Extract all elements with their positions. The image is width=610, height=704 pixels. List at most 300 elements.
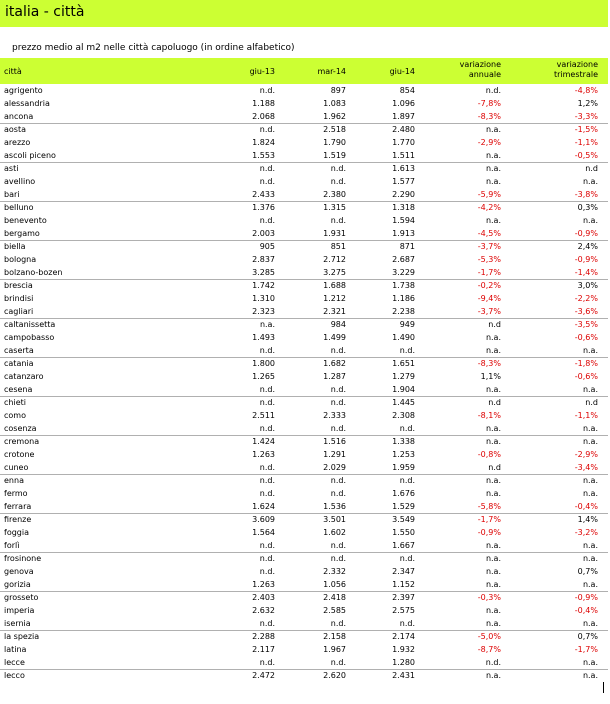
cell-giu-13: n.d. [259,489,275,498]
cell-variazione-annuale: -5,3% [477,255,501,264]
table-row [0,318,608,331]
cell-giu-14: 1.280 [392,658,415,667]
cell-variazione-trimestrale: -0,4% [574,606,598,615]
cell-giu-14: 1.913 [392,229,415,238]
cell-mar-14: 2.418 [323,593,346,602]
table-row [0,123,608,136]
cell-giu-13: 1.800 [252,359,275,368]
cell-variazione-trimestrale: -2,9% [574,450,598,459]
cell-mar-14: 2.518 [323,125,346,134]
cell-variazione-annuale: -3,7% [477,242,501,251]
cell-giu-13: n.d. [259,567,275,576]
table-row [0,630,608,643]
table-row [0,383,608,396]
cell-city: como [4,411,26,420]
cell-variazione-trimestrale: -2,2% [574,294,598,303]
cell-variazione-annuale: -2,9% [477,138,501,147]
cell-giu-14: 1.594 [392,216,415,225]
cell-city: bolzano-bozen [4,268,63,277]
cell-variazione-annuale: n.a. [485,333,501,342]
cell-city: lecco [4,671,25,680]
cell-city: brescia [4,281,33,290]
table-row [0,253,608,266]
cell-giu-14: 1.770 [392,138,415,147]
cell-variazione-trimestrale: -0,6% [574,333,598,342]
table-row [0,669,608,682]
cell-mar-14: n.d. [330,346,346,355]
header-mar-14: mar-14 [317,67,346,76]
cell-variazione-annuale: -0,3% [477,593,501,602]
cell-city: caserta [4,346,34,355]
table-row [0,344,608,357]
cell-variazione-trimestrale: 0,7% [577,567,598,576]
cell-variazione-trimestrale: -1,4% [574,268,598,277]
table-row [0,526,608,539]
cell-giu-14: 1.152 [392,580,415,589]
cell-giu-13: n.d. [259,398,275,407]
cell-city: bari [4,190,20,199]
cell-giu-13: 2.403 [252,593,275,602]
cell-city: ferrara [4,502,32,511]
cell-giu-13: 1.376 [252,203,275,212]
cell-giu-14: n.d. [399,619,415,628]
table-row [0,474,608,487]
table-row [0,409,608,422]
cell-city: belluno [4,203,34,212]
cell-mar-14: 1.931 [323,229,346,238]
cell-city: alessandria [4,99,50,108]
cell-giu-14: 1.932 [392,645,415,654]
table-row [0,357,608,370]
cell-giu-14: 1.096 [392,99,415,108]
cell-mar-14: n.d. [330,554,346,563]
cell-giu-14: 3.549 [392,515,415,524]
table-row [0,110,608,123]
cell-variazione-annuale: n.a. [485,541,501,550]
page-title: italia - città [5,4,85,20]
cell-city: bologna [4,255,37,264]
cell-giu-14: n.d. [399,554,415,563]
cell-mar-14: 1.212 [323,294,346,303]
cell-giu-13: 2.472 [252,671,275,680]
table-row [0,331,608,344]
cell-mar-14: 1.499 [323,333,346,342]
cell-variazione-annuale: n.a. [485,476,501,485]
cell-variazione-annuale: n.d. [485,86,501,95]
cell-giu-14: 949 [399,320,415,329]
cell-giu-13: 1.493 [252,333,275,342]
cell-variazione-annuale: n.a. [485,619,501,628]
cell-variazione-trimestrale: 1,2% [577,99,598,108]
cell-giu-13: 1.188 [252,99,275,108]
cell-city: cremona [4,437,40,446]
cell-giu-13: 1.263 [252,580,275,589]
cell-giu-13: 1.310 [252,294,275,303]
cell-city: cesena [4,385,33,394]
cell-giu-14: 1.651 [392,359,415,368]
cell-giu-13: 2.323 [252,307,275,316]
table-row [0,201,608,214]
cell-variazione-trimestrale: 1,4% [577,515,598,524]
cell-mar-14: 1.315 [323,203,346,212]
cell-giu-14: n.d. [399,476,415,485]
cell-giu-13: n.d. [259,86,275,95]
cell-city: aosta [4,125,27,134]
table-row [0,266,608,279]
cell-giu-14: 1.186 [392,294,415,303]
cell-city: la spezia [4,632,40,641]
cell-variazione-trimestrale: -1,8% [574,359,598,368]
table-row [0,305,608,318]
table-row [0,448,608,461]
cell-giu-14: 3.229 [392,268,415,277]
cell-giu-14: 1.904 [392,385,415,394]
cell-city: gorizia [4,580,31,589]
cell-variazione-trimestrale: -3,8% [574,190,598,199]
cell-giu-13: n.d. [259,541,275,550]
cell-variazione-annuale: -5,9% [477,190,501,199]
cell-variazione-annuale: n.d [488,320,501,329]
cell-city: bergamo [4,229,40,238]
cell-mar-14: 2.585 [323,606,346,615]
cell-mar-14: 2.332 [323,567,346,576]
cell-city: genova [4,567,34,576]
cell-giu-14: 2.347 [392,567,415,576]
table-row [0,84,608,97]
cell-variazione-trimestrale: n.a. [582,476,598,485]
cell-variazione-annuale: -1,7% [477,515,501,524]
cell-variazione-annuale: -0,9% [477,528,501,537]
cell-giu-14: 1.511 [392,151,415,160]
cell-variazione-annuale: -3,7% [477,307,501,316]
cell-city: agrigento [4,86,43,95]
cell-mar-14: 1.083 [323,99,346,108]
cell-mar-14: 1.519 [323,151,346,160]
cell-variazione-annuale: 1,1% [480,372,501,381]
cell-variazione-annuale: n.a. [485,177,501,186]
cell-giu-13: 2.068 [252,112,275,121]
cell-giu-14: 854 [399,86,415,95]
cell-city: benevento [4,216,47,225]
cell-giu-13: 2.632 [252,606,275,615]
cell-city: isernia [4,619,31,628]
table-row [0,175,608,188]
cell-variazione-trimestrale: n.a. [582,671,598,680]
table-row [0,591,608,604]
cell-variazione-trimestrale: n.a. [582,437,598,446]
cell-variazione-trimestrale: -0,9% [574,229,598,238]
cell-variazione-annuale: n.d. [485,658,501,667]
header-variazione-annuale [460,60,501,80]
cell-giu-14: 2.290 [392,190,415,199]
cell-variazione-trimestrale: 2,4% [577,242,598,251]
cell-city: imperia [4,606,35,615]
cell-giu-14: 1.338 [392,437,415,446]
cell-variazione-annuale: n.d [488,463,501,472]
cell-mar-14: 851 [330,242,346,251]
table-row [0,136,608,149]
cell-city: cagliari [4,307,34,316]
cell-giu-13: 1.564 [252,528,275,537]
table-row [0,604,608,617]
cell-giu-13: n.d. [259,216,275,225]
cell-giu-14: 1.529 [392,502,415,511]
cell-giu-14: 1.613 [392,164,415,173]
cell-mar-14: 1.682 [323,359,346,368]
cell-city: cuneo [4,463,29,472]
cell-city: grosseto [4,593,39,602]
cell-variazione-annuale: n.a. [485,164,501,173]
cell-variazione-annuale: n.a. [485,385,501,394]
cell-variazione-annuale: n.a. [485,346,501,355]
cell-giu-14: 1.253 [392,450,415,459]
cell-city: forlì [4,541,20,550]
table-row [0,539,608,552]
cell-variazione-trimestrale: 0,7% [577,632,598,641]
cell-giu-14: 1.959 [392,463,415,472]
cell-variazione-trimestrale: -1,5% [574,125,598,134]
cell-giu-14: 2.480 [392,125,415,134]
cell-variazione-trimestrale: -3,4% [574,463,598,472]
cell-giu-13: 3.609 [252,515,275,524]
table-row [0,552,608,565]
cell-variazione-trimestrale: 0,3% [577,203,598,212]
cell-variazione-annuale: n.a. [485,151,501,160]
table-row [0,370,608,383]
cell-giu-14: 1.577 [392,177,415,186]
cell-giu-14: 2.431 [392,671,415,680]
cell-variazione-annuale: n.a. [485,567,501,576]
cell-variazione-trimestrale: -3,6% [574,307,598,316]
cell-variazione-trimestrale: n.a. [582,385,598,394]
cell-variazione-annuale: -4,2% [477,203,501,212]
table-row [0,97,608,110]
cell-mar-14: n.d. [330,541,346,550]
cell-giu-14: 1.279 [392,372,415,381]
cell-variazione-annuale: -7,8% [477,99,501,108]
table-row [0,396,608,409]
cell-giu-13: n.a. [259,320,275,329]
cell-giu-13: n.d. [259,164,275,173]
cell-city: crotone [4,450,35,459]
header-variazione-annuale-line1: variazione [459,60,501,69]
table-row [0,149,608,162]
cell-variazione-trimestrale: -3,2% [574,528,598,537]
cell-variazione-annuale: n.d [488,398,501,407]
cell-variazione-annuale: n.a. [485,580,501,589]
cell-variazione-trimestrale: n.d [585,164,598,173]
cell-giu-14: 2.687 [392,255,415,264]
cell-giu-14: 1.490 [392,333,415,342]
cell-variazione-trimestrale: -0,9% [574,593,598,602]
cell-giu-13: 2.117 [252,645,275,654]
cell-variazione-annuale: n.a. [485,606,501,615]
cell-giu-13: 1.265 [252,372,275,381]
cell-variazione-trimestrale: -1,7% [574,645,598,654]
cell-mar-14: n.d. [330,476,346,485]
cell-mar-14: 2.158 [323,632,346,641]
header-variazione-trimestrale-line1: variazione [556,60,598,69]
cell-giu-14: 2.308 [392,411,415,420]
cell-mar-14: 1.962 [323,112,346,121]
cell-variazione-trimestrale: n.a. [582,489,598,498]
cell-mar-14: n.d. [330,489,346,498]
cell-variazione-annuale: n.a. [485,125,501,134]
table-row [0,513,608,526]
header-city: città [4,67,22,76]
header-giu-13: giu-13 [249,67,275,76]
cell-giu-14: 1.667 [392,541,415,550]
cell-variazione-annuale: n.a. [485,216,501,225]
cell-city: brindisi [4,294,34,303]
cell-variazione-trimestrale: n.a. [582,658,598,667]
table-row [0,617,608,630]
cell-city: catanzaro [4,372,44,381]
cell-giu-13: 1.824 [252,138,275,147]
table-row [0,435,608,448]
table-row [0,461,608,474]
cell-variazione-annuale: -1,7% [477,268,501,277]
cell-giu-14: 1.676 [392,489,415,498]
table-row [0,578,608,591]
cell-city: biella [4,242,26,251]
cell-giu-13: 2.837 [252,255,275,264]
table-row [0,279,608,292]
cell-mar-14: 984 [330,320,346,329]
cell-variazione-trimestrale: -1,1% [574,411,598,420]
cell-variazione-trimestrale: -0,5% [574,151,598,160]
table-row [0,500,608,513]
cell-variazione-trimestrale: -4,8% [574,86,598,95]
text-cursor [603,682,604,693]
table-row [0,487,608,500]
cell-mar-14: 2.380 [323,190,346,199]
cell-giu-13: n.d. [259,346,275,355]
cell-city: asti [4,164,19,173]
table-row [0,422,608,435]
cell-mar-14: 3.501 [323,515,346,524]
cell-variazione-annuale: -8,1% [477,411,501,420]
cell-mar-14: 2.333 [323,411,346,420]
cell-city: ascoli piceno [4,151,56,160]
cell-giu-13: 905 [259,242,275,251]
table-row [0,227,608,240]
cell-mar-14: n.d. [330,619,346,628]
cell-variazione-trimestrale: n.a. [582,580,598,589]
cell-giu-13: n.d. [259,463,275,472]
cell-city: caltanissetta [4,320,56,329]
cell-giu-13: 2.511 [252,411,275,420]
cell-variazione-trimestrale: -0,6% [574,372,598,381]
cell-mar-14: 897 [330,86,346,95]
header-variazione-trimestrale-line2: trimestrale [553,70,598,79]
cell-mar-14: 2.321 [323,307,346,316]
header-variazione-trimestrale [554,60,598,80]
table-subtitle: prezzo medio al m2 nelle città capoluogo (in ordine alfabetico) [12,43,295,53]
cell-mar-14: n.d. [330,398,346,407]
cell-city: latina [4,645,27,654]
cell-giu-13: 1.742 [252,281,275,290]
cell-giu-13: n.d. [259,658,275,667]
table-row [0,162,608,175]
cell-city: fermo [4,489,28,498]
cell-giu-14: 1.738 [392,281,415,290]
cell-city: cosenza [4,424,37,433]
cell-mar-14: 1.602 [323,528,346,537]
cell-giu-14: 1.550 [392,528,415,537]
cell-giu-14: 2.174 [392,632,415,641]
cell-giu-13: 1.553 [252,151,275,160]
table-row [0,188,608,201]
table-header [0,58,608,84]
cell-mar-14: n.d. [330,216,346,225]
table-row [0,292,608,305]
cell-variazione-annuale: n.a. [485,489,501,498]
cell-variazione-annuale: -8,3% [477,359,501,368]
cell-giu-13: 1.624 [252,502,275,511]
cell-mar-14: 3.275 [323,268,346,277]
cell-variazione-trimestrale: -3,5% [574,320,598,329]
cell-giu-14: 2.575 [392,606,415,615]
cell-variazione-annuale: -0,2% [477,281,501,290]
cell-city: firenze [4,515,32,524]
cell-variazione-trimestrale: -0,4% [574,502,598,511]
cell-mar-14: 1.688 [323,281,346,290]
cell-variazione-annuale: n.a. [485,554,501,563]
cell-variazione-annuale: n.a. [485,437,501,446]
cell-giu-14: 2.238 [392,307,415,316]
cell-giu-13: n.d. [259,385,275,394]
cell-giu-13: n.d. [259,476,275,485]
cell-giu-13: n.d. [259,424,275,433]
cell-giu-13: 1.424 [252,437,275,446]
cell-variazione-trimestrale: n.a. [582,346,598,355]
cell-variazione-trimestrale: n.a. [582,541,598,550]
cell-variazione-trimestrale: -0,9% [574,255,598,264]
cell-city: frosinone [4,554,42,563]
cell-giu-13: 2.433 [252,190,275,199]
cell-giu-14: n.d. [399,424,415,433]
cell-variazione-trimestrale: n.a. [582,619,598,628]
cell-variazione-annuale: -8,7% [477,645,501,654]
cell-giu-13: n.d. [259,177,275,186]
cell-giu-14: 1.445 [392,398,415,407]
cell-mar-14: 2.029 [323,463,346,472]
cell-variazione-annuale: -5,8% [477,502,501,511]
cell-giu-14: 2.397 [392,593,415,602]
title-bar [0,0,608,27]
table-row [0,656,608,669]
cell-city: campobasso [4,333,55,342]
cell-variazione-annuale: -9,4% [477,294,501,303]
cell-variazione-annuale: -4,5% [477,229,501,238]
cell-mar-14: n.d. [330,385,346,394]
cell-mar-14: n.d. [330,658,346,667]
cell-mar-14: n.d. [330,424,346,433]
cell-city: lecce [4,658,25,667]
cell-variazione-trimestrale: -1,1% [574,138,598,147]
cell-mar-14: 1.790 [323,138,346,147]
cell-mar-14: 2.712 [323,255,346,264]
cell-variazione-trimestrale: n.a. [582,177,598,186]
cell-giu-13: n.d. [259,554,275,563]
cell-variazione-trimestrale: -3,3% [574,112,598,121]
cell-city: enna [4,476,24,485]
cell-giu-14: 1.897 [392,112,415,121]
cell-giu-13: n.d. [259,125,275,134]
cell-city: catania [4,359,34,368]
cell-giu-13: 2.288 [252,632,275,641]
